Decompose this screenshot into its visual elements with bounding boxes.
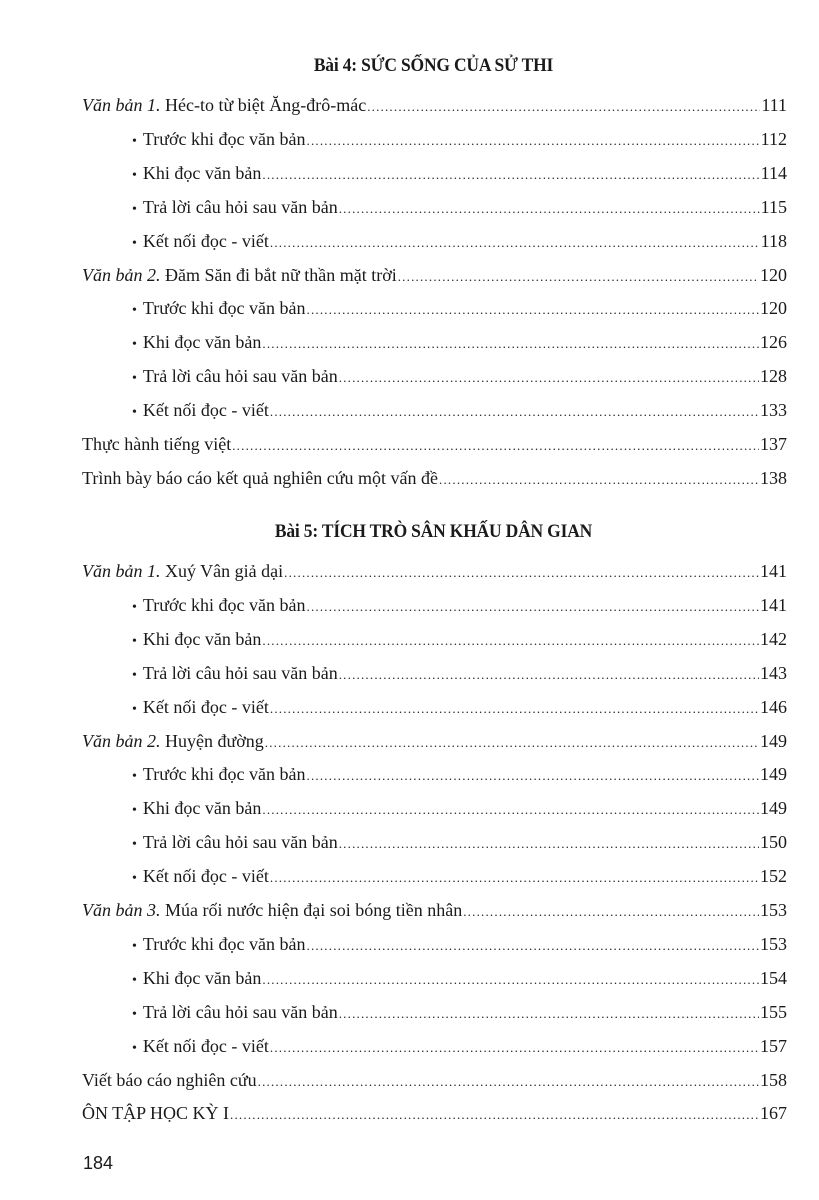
bullet-icon: • xyxy=(132,769,137,785)
bullet-icon: • xyxy=(132,803,137,819)
entry-page-number: 155 xyxy=(760,1001,787,1022)
entry-page-number: 149 xyxy=(760,764,787,785)
entry-page-number: 142 xyxy=(760,628,787,649)
toc-entry[interactable] xyxy=(132,759,787,789)
entry-title: Khi đọc văn bản xyxy=(142,332,262,353)
entry-title: Khi đọc văn bản xyxy=(142,162,262,183)
entry-page-number: 154 xyxy=(760,967,787,988)
entry-title: ÔN TẬP HỌC KỲ I xyxy=(82,1103,230,1124)
entry-title: Kết nối đọc - viết xyxy=(142,866,269,887)
entry-title: Múa rối nước hiện đại soi bóng tiền nhân xyxy=(160,900,463,920)
entry-title: Kết nối đọc - viết xyxy=(142,696,269,717)
bullet-icon: • xyxy=(132,337,137,353)
entry-page-number: 157 xyxy=(760,1035,787,1056)
section-heading: Bài 4: SỨC SỐNG CỦA SỬ THI xyxy=(313,55,554,76)
toc-entry[interactable] xyxy=(132,158,787,188)
toc-entry[interactable] xyxy=(132,963,787,993)
entry-page-number: 150 xyxy=(760,832,787,853)
entry-title: Trả lời câu hỏi sau văn bản xyxy=(142,1001,338,1022)
toc-entry[interactable] xyxy=(132,1031,787,1061)
bullet-icon: • xyxy=(132,667,137,683)
dot-leader xyxy=(367,92,760,122)
entry-title: Kết nối đọc - viết xyxy=(142,230,269,251)
entry-page-number: 143 xyxy=(760,662,787,683)
entry-page-number: 167 xyxy=(760,1103,787,1124)
entry-title: Khi đọc văn bản xyxy=(142,628,262,649)
toc-entry[interactable] xyxy=(82,463,787,493)
toc-entry[interactable] xyxy=(132,192,787,222)
dot-leader xyxy=(307,126,760,156)
toc-entry[interactable] xyxy=(82,1065,787,1095)
toc-entry[interactable] xyxy=(132,861,787,891)
toc-entry[interactable] xyxy=(132,124,787,154)
dot-leader xyxy=(232,431,759,461)
bullet-icon: • xyxy=(132,167,137,183)
toc-entry[interactable] xyxy=(132,327,787,357)
bullet-icon: • xyxy=(132,1040,137,1056)
toc-entry[interactable] xyxy=(132,997,787,1027)
bullet-icon: • xyxy=(132,837,137,853)
toc-entry[interactable] xyxy=(82,1098,787,1128)
dot-leader xyxy=(463,897,759,927)
toc-entry[interactable] xyxy=(82,556,787,586)
dot-leader xyxy=(398,262,759,292)
entry-page-number: 114 xyxy=(760,162,787,183)
dot-leader xyxy=(230,1100,759,1130)
entry-title: Huyện đường xyxy=(160,730,264,751)
entry-page-number: 153 xyxy=(760,933,787,954)
toc-entry[interactable] xyxy=(82,90,787,120)
dot-leader xyxy=(270,863,759,893)
toc-entry[interactable] xyxy=(82,429,787,459)
toc-entry[interactable] xyxy=(132,293,787,323)
entry-page-number: 152 xyxy=(760,866,787,887)
dot-leader xyxy=(339,999,759,1029)
entry-page-number: 115 xyxy=(760,196,787,217)
toc-entry[interactable] xyxy=(82,260,787,290)
dot-leader xyxy=(439,465,759,495)
dot-leader xyxy=(258,1067,759,1097)
toc-entry[interactable] xyxy=(132,590,787,620)
bullet-icon: • xyxy=(132,371,137,387)
bullet-icon: • xyxy=(132,405,137,421)
toc-entry[interactable] xyxy=(132,361,787,391)
toc-entry[interactable] xyxy=(132,395,787,425)
toc-entry[interactable] xyxy=(132,692,787,722)
dot-leader xyxy=(307,592,760,622)
bullet-icon: • xyxy=(132,938,137,954)
dot-leader xyxy=(339,194,760,224)
toc-entry[interactable] xyxy=(82,895,787,925)
dot-leader xyxy=(270,228,760,258)
dot-leader xyxy=(270,397,759,427)
bullet-icon: • xyxy=(132,633,137,649)
bullet-icon: • xyxy=(132,1006,137,1022)
page-number: 184 xyxy=(83,1153,114,1173)
entry-page-number: 112 xyxy=(760,128,787,149)
entry-page-number: 126 xyxy=(760,332,787,353)
dot-leader xyxy=(339,363,759,393)
entry-title: Trước khi đọc văn bản xyxy=(142,298,306,319)
bullet-icon: • xyxy=(132,235,137,251)
dot-leader xyxy=(270,694,759,724)
entry-page-number: 120 xyxy=(760,298,787,319)
bullet-icon: • xyxy=(132,871,137,887)
entry-page-number: 118 xyxy=(760,230,787,251)
bullet-icon: • xyxy=(132,599,137,615)
bullet-icon: • xyxy=(132,303,137,319)
entry-prefix: Văn bản 2. xyxy=(82,264,161,285)
entry-prefix: Văn bản 1. xyxy=(82,561,161,581)
bullet-icon: • xyxy=(132,701,137,717)
dot-leader xyxy=(307,761,760,791)
toc-entry[interactable] xyxy=(132,929,787,959)
entry-page-number: 146 xyxy=(760,696,787,717)
dot-leader xyxy=(262,160,759,190)
toc-entry[interactable] xyxy=(132,658,787,688)
bullet-icon: • xyxy=(132,133,137,149)
entry-title: Thực hành tiếng việt xyxy=(82,434,232,454)
entry-prefix: Văn bản 3. xyxy=(82,900,161,920)
entry-page-number: 111 xyxy=(761,95,787,115)
dot-leader xyxy=(339,829,759,859)
entry-page-number: 141 xyxy=(760,561,787,581)
dot-leader xyxy=(307,931,760,961)
entry-prefix: Văn bản 1. xyxy=(82,95,161,115)
toc-entry[interactable] xyxy=(132,793,787,823)
section-heading: Bài 5: TÍCH TRÒ SÂN KHẤU DÂN GIAN xyxy=(274,521,593,542)
entry-title: Kết nối đọc - viết xyxy=(142,1035,269,1056)
entry-page-number: 128 xyxy=(760,366,787,387)
dot-leader xyxy=(262,329,759,359)
dot-leader xyxy=(262,795,759,825)
toc-entry[interactable] xyxy=(132,624,787,654)
entry-page-number: 153 xyxy=(760,900,787,920)
dot-leader xyxy=(339,660,759,690)
dot-leader xyxy=(284,558,759,588)
entry-page-number: 158 xyxy=(760,1069,787,1090)
entry-page-number: 133 xyxy=(760,400,787,421)
entry-page-number: 137 xyxy=(760,434,787,454)
entry-title: Trình bày báo cáo kết quả nghiên cứu một vấn đề xyxy=(82,467,439,488)
dot-leader xyxy=(307,295,760,325)
entry-title: Trả lời câu hỏi sau văn bản xyxy=(142,662,338,683)
entry-title: Kết nối đọc - viết xyxy=(142,400,269,421)
toc-entry[interactable] xyxy=(82,726,787,756)
entry-title: Trước khi đọc văn bản xyxy=(142,128,306,149)
entry-title: Xuý Vân giả dại xyxy=(160,561,284,581)
entry-prefix: Văn bản 2. xyxy=(82,730,161,751)
bullet-icon: • xyxy=(132,972,137,988)
toc-entry[interactable] xyxy=(132,827,787,857)
entry-title: Đăm Săn đi bắt nữ thần mặt trời xyxy=(160,264,397,285)
bullet-icon: • xyxy=(132,201,137,217)
dot-leader xyxy=(270,1033,759,1063)
toc-entry[interactable] xyxy=(132,226,787,256)
entry-page-number: 149 xyxy=(760,798,787,819)
entry-page-number: 138 xyxy=(760,467,787,488)
entry-title: Trước khi đọc văn bản xyxy=(142,764,306,785)
entry-title: Trước khi đọc văn bản xyxy=(142,594,306,615)
entry-page-number: 149 xyxy=(760,730,787,751)
entry-title: Trả lời câu hỏi sau văn bản xyxy=(142,832,338,853)
entry-title: Trả lời câu hỏi sau văn bản xyxy=(142,366,338,387)
entry-title: Khi đọc văn bản xyxy=(142,798,262,819)
entry-title: Trả lời câu hỏi sau văn bản xyxy=(142,196,338,217)
entry-page-number: 141 xyxy=(760,594,787,615)
dot-leader xyxy=(262,965,759,995)
dot-leader xyxy=(262,626,759,656)
entry-page-number: 120 xyxy=(760,264,787,285)
entry-title: Trước khi đọc văn bản xyxy=(142,933,306,954)
entry-title: Viết báo cáo nghiên cứu xyxy=(82,1069,257,1090)
dot-leader xyxy=(265,728,759,758)
entry-title: Héc-to từ biệt Ăng-đrô-mác xyxy=(160,95,367,115)
entry-title: Khi đọc văn bản xyxy=(142,967,262,988)
